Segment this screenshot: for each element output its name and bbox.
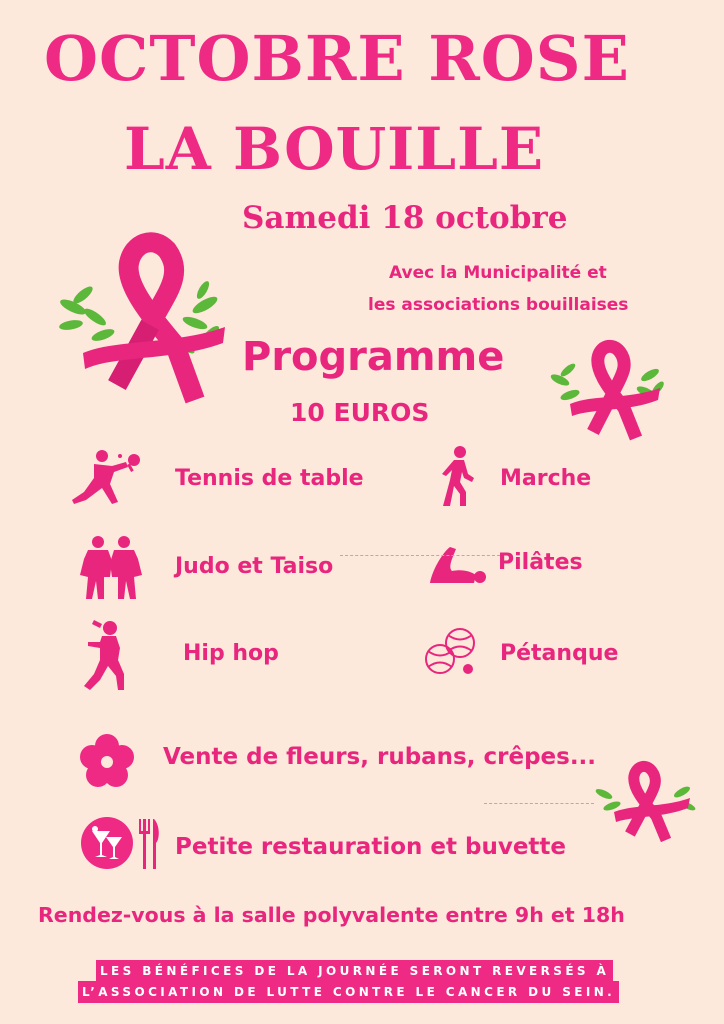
activity-tennis-de-table: Tennis de table <box>175 466 364 491</box>
activity-hip-hop: Hip hop <box>183 641 279 666</box>
banner-line-1: LES BÉNÉFICES DE LA JOURNÉE SERONT REVERSÉS À <box>96 960 613 982</box>
rendezvous-info: Rendez-vous à la salle polyvalente entre 9h et 18h <box>38 903 625 927</box>
judo-icon <box>76 535 146 600</box>
activity-judo-et-taiso: Judo et Taiso <box>175 554 334 579</box>
petanque-balls-icon <box>424 625 480 677</box>
pink-ribbon-icon <box>55 235 225 410</box>
title-line-2: LA BOUILLE <box>124 115 545 183</box>
table-tennis-icon <box>72 448 144 508</box>
banner-line-2: L’ASSOCIATION DE LUTTE CONTRE LE CANCER DU SEIN. <box>78 981 619 1003</box>
pink-ribbon-icon <box>548 340 668 450</box>
extra-restauration-buvette: Petite restauration et buvette <box>175 834 566 860</box>
pink-ribbon-icon <box>594 762 698 844</box>
title-line-1: OCTOBRE ROSE <box>44 22 630 95</box>
pilates-icon <box>428 545 492 585</box>
walking-icon <box>440 446 476 508</box>
divider <box>484 803 594 804</box>
partners-line-2: les associations bouillaises <box>368 295 629 315</box>
hip-hop-dancer-icon <box>80 618 130 694</box>
activity-petanque: Pétanque <box>500 641 619 666</box>
divider <box>340 555 500 556</box>
flower-icon <box>78 732 136 790</box>
activity-marche: Marche <box>500 466 592 491</box>
extra-vente-fleurs: Vente de fleurs, rubans, crêpes... <box>163 744 597 770</box>
price-label: 10 EUROS <box>290 398 430 427</box>
cocktail-icon <box>80 815 166 871</box>
event-date: Samedi 18 octobre <box>242 200 568 236</box>
activity-pilates: Pilâtes <box>498 550 583 575</box>
program-title: Programme <box>242 334 505 380</box>
partners-line-1: Avec la Municipalité et <box>389 263 607 283</box>
